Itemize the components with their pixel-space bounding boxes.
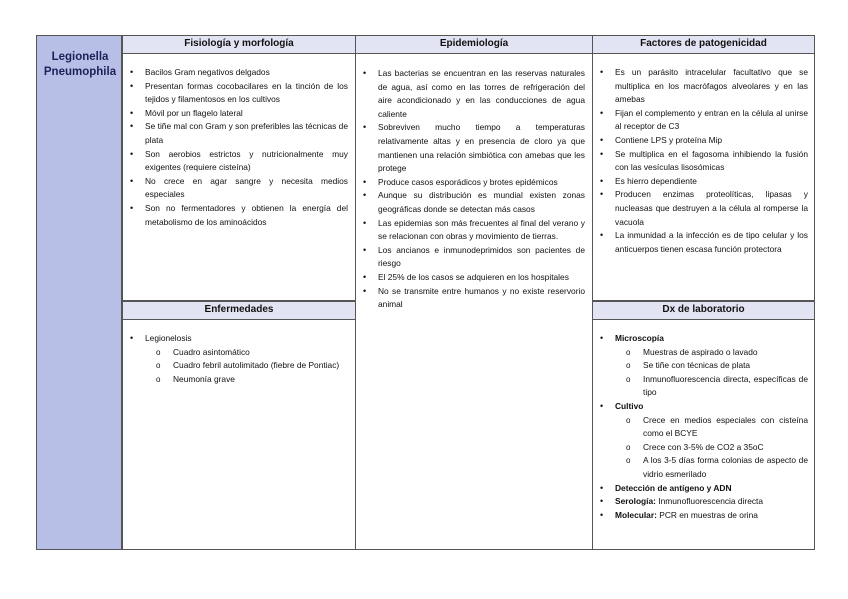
sub-item: o Se tiñe con técnicas de plata	[615, 359, 808, 373]
list-item: • Son no fermentadores y obtienen la energía del metabolismo de los aminoácidos	[126, 202, 348, 229]
list-item: • No se transmite entre humanos y no existe reservorio animal	[359, 285, 585, 312]
dx-deteccion	[596, 482, 808, 496]
fisiologia-list	[126, 66, 348, 229]
organism-name-text: Legionella Pneumophila	[43, 51, 117, 78]
list-item: • Aunque su distribución es mundial existen zonas geográficas donde se detectan más casos	[359, 189, 585, 216]
sub-item: o Inmunofluorescencia directa, específicas de tipo	[615, 373, 808, 400]
cell-enfermedades	[122, 319, 356, 550]
dx-serologia: • Serología: Inmunofluorescencia directa	[596, 495, 808, 509]
list-item: • Presentan formas cocobacilares en la tinción de los tejidos y filamentosos en los cultivos	[126, 80, 348, 107]
dx-label: Detección de antígeno y ADN	[615, 482, 732, 493]
list-item: • Son aerobios estrictos y nutricionalmente muy exigentes (requiere cisteína)	[126, 148, 348, 175]
dx-list	[596, 332, 808, 522]
dx-microscopia	[596, 332, 808, 400]
dx-text: Inmunofluorescencia directa	[658, 496, 764, 507]
epidemiologia-list	[359, 67, 585, 312]
list-item: • Las epidemias son más frecuentes al final del verano y se relacionan con obras y movimiento de tierras.	[359, 217, 585, 244]
list-item: • Se multiplica en el fagosoma inhibiendo la fusión con las vesículas lisosómicas	[596, 148, 808, 175]
disease-name: Legionelosis	[145, 333, 192, 343]
list-item: • Producen enzimas proteolíticas, lipasas y nucleasas que destruyen a la célula al romperse la vacuola	[596, 188, 808, 229]
list-item: • Es hierro dependiente	[596, 175, 808, 189]
list-item: • Sobreviven mucho tiempo a temperaturas relativamente altas y en presencia de cloro ya que mantienen una relación simbiótica con amebas que les protege	[359, 121, 585, 175]
list-item: • Es un parásito intracelular facultativo que se multiplica en los macrófagos alveolares y en las amebas	[596, 66, 808, 107]
summary-table	[36, 35, 815, 550]
cell-factores	[592, 53, 815, 301]
list-item: • Móvil por un flagelo lateral	[126, 107, 348, 121]
sub-item: o Muestras de aspirado o lavado	[615, 346, 808, 360]
sub-item: o Crece en medios especiales con cisteína como el BCYE	[615, 414, 808, 441]
header-epidemiologia: Epidemiología	[355, 35, 593, 54]
list-item: • Se tiñe mal con Gram y son preferibles las técnicas de plata	[126, 120, 348, 147]
sub-item: o Crece con 3-5% de CO2 a 35oC	[615, 441, 808, 455]
list-item: • Contiene LPS y proteína Mip	[596, 134, 808, 148]
header-factores: Factores de patogenicidad	[592, 35, 815, 54]
factores-list	[596, 66, 808, 256]
header-enfermedades: Enfermedades	[122, 301, 356, 320]
dx-text: PCR en muestras de orina	[659, 509, 758, 520]
sub-item: o Cuadro asintomático	[145, 346, 348, 360]
list-item: • La inmunidad a la infección es de tipo celular y los anticuerpos tienen escasa función protectora	[596, 229, 808, 256]
sub-item: o Neumonía grave	[145, 373, 348, 387]
organism-column	[36, 35, 122, 550]
dx-label: Molecular	[615, 509, 655, 520]
cell-epidemiologia	[355, 53, 593, 550]
list-item: • Produce casos esporádicos y brotes epidémicos	[359, 176, 585, 190]
sub-item: o A los 3-5 días forma colonias de aspecto de vidrio esmerilado	[615, 454, 808, 481]
list-item: • Los ancianos e inmunodeprimidos son pacientes de riesgo	[359, 244, 585, 271]
cell-fisiologia	[122, 53, 356, 301]
cell-dx	[592, 319, 815, 550]
header-fisiologia: Fisiología y morfología	[122, 35, 356, 54]
list-item: • El 25% de los casos se adquieren en los hospitales	[359, 271, 585, 285]
list-item: • Fijan el complemento y entran en la célula al unirse al receptor de C3	[596, 107, 808, 134]
list-item	[126, 332, 348, 386]
header-dx: Dx de laboratorio	[592, 301, 815, 320]
enfermedades-list	[126, 332, 348, 386]
sub-item: o Cuadro febril autolimitado (fiebre de Pontiac)	[145, 359, 348, 373]
dx-label: Microscopía	[615, 333, 664, 343]
dx-molecular: • Molecular: PCR en muestras de orina	[596, 509, 808, 523]
list-item: • Bacilos Gram negativos delgados	[126, 66, 348, 80]
dx-label: Cultivo	[615, 400, 644, 411]
dx-cultivo	[596, 400, 808, 482]
organism-name	[37, 50, 123, 80]
dx-label: Serología	[615, 496, 654, 507]
list-item: • Las bacterias se encuentran en las reservas naturales de agua, así como en las torres de refrigeración del aire acondicionado y en las conducciones de agua caliente	[359, 67, 585, 121]
list-item: • No crece en agar sangre y necesita medios especiales	[126, 175, 348, 202]
